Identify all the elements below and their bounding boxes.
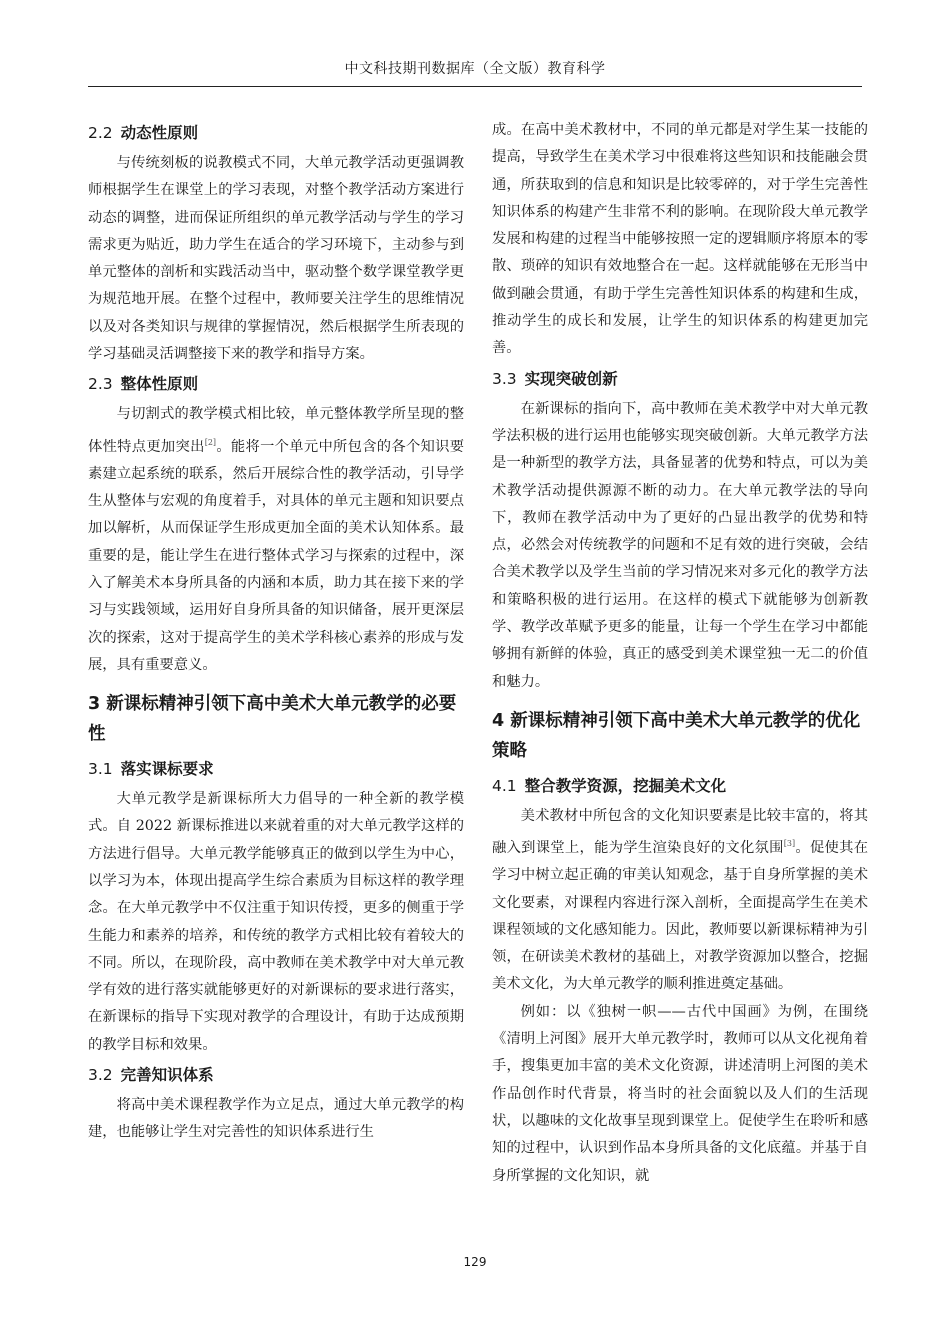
- section-heading-3: 3 新课标精神引领下高中美术大单元教学的必要性: [88, 694, 457, 745]
- paragraph: 与传统刻板的说教模式不同，大单元教学活动更强调教师根据学生在课堂上的学习表现，对整个教学活动方案进行动态的调整，进而保证所组织的单元教学活动与学生的学习需求更为贴近，助力学生在适合的学习环境下，主动参与到单元整体的剖析和实践活动当中，驱动整个数学课堂教学更为规范地开展。在整个过程中，教师要关注学生的思维情况以及对各类知识与规律的掌握情况，然后根据学生所表现的学习基础灵活调整接下来的教学和指导方案。: [88, 155, 464, 363]
- page-number: 129: [463, 1255, 487, 1269]
- section-title: 整合教学资源，挖掘美术文化: [524, 776, 727, 795]
- left-column: [88, 117, 464, 1147]
- section-number: 3.3: [492, 369, 517, 388]
- section-title: 整体性原则: [120, 375, 199, 394]
- paragraph: 在新课标的指向下，高中教师在美术教学中对大单元教学法积极的进行运用也能够实现突破创新。大单元教学方法是一种新型的教学方法，具备显著的优势和特点，可以为美术教学活动提供源源不断的动力。在大单元教学法的导向下，教师在教学活动中为了更好的凸显出教学的优势和特点，必然会对传统教学的问题和不足有效的进行突破，会结合美术教学以及学生当前的学习情况来对多元化的教学方法和策略积极的进行运用。在这样的模式下就能够为创新教学、教学改革赋予更多的能量，让每一个学生在学习中都能够拥有新鲜的体验，真正的感受到美术课堂独一无二的价值和魅力。: [492, 400, 868, 690]
- paragraph: 例如：以《独树一帜——古代中国画》为例，在围绕《清明上河图》展开大单元教学时，教师可以从文化视角着手，搜集更加丰富的美术文化资源，讲述清明上河图的美术作品创作时代背景，将当时的社会面貌以及人们的生活现状，以趣味的文化故事呈现到课堂上。促使学生在聆听和感知的过程中，认识到作品本身所具备的文化底蕴。并基于自身所掌握的文化知识，就: [492, 1003, 868, 1184]
- paragraph-continued: 成。在高中美术教材中，不同的单元都是对学生某一技能的提高，导致学生在美术学习中很难将这些知识和技能融会贯通，所获取到的信息和知识是比较零碎的，对于学生完善性知识体系的构建产生非常不利的影响。在现阶段大单元教学发展和构建的过程当中能够按照一定的逻辑顺序将原本的零散、琐碎的知识有效地整合在一起。这样就能够在无形当中做到融会贯通，有助于学生完善性知识体系的构建和生成，推动学生的成长和发展，让学生的知识体系的构建更加完善。: [492, 122, 868, 357]
- section-number: 3.2: [88, 1066, 113, 1085]
- paragraph: 大单元教学是新课标所大力倡导的一种全新的教学模式。自 2022 新课标推进以来就着重的对大单元教学这样的方法进行倡导。大单元教学能够真正的做到以学生为中心，以学习为本，体现出提高学生综合素质为目标这样的教学理念。在大单元教学中不仅注重于知识传授，更多的侧重于学生能力和素养的培养，和传统的教学方式相比较有着较大的不同。所以，在现阶段，高中教师在美术教学中对大单元教学有效的进行落实就能够更好的对新课标的要求进行落实，在新课标的指导下实现对教学的合理设计，有助于达成预期的教学目标和效果。: [88, 791, 464, 1053]
- section-title: 落实课标要求: [120, 760, 214, 779]
- section-number: 4.1: [492, 776, 517, 795]
- paragraph-text: 。促使其在学习中树立起正确的审美认知观念，基于自身所掌握的美术文化要素，对课程内容进行深入剖析，全面提高学生在美术课程领域的文化感知能力。因此，教师要以新课标精神为引领，在研读美术教材的基础上，对教学资源加以整合，挖掘美术文化，为大单元教学的顺利推进奠定基础。: [492, 840, 869, 993]
- section-heading-4-1: [492, 772, 868, 800]
- paragraph-text: 。能将一个单元中所包含的各个知识要素建立起系统的联系，然后开展综合性的教学活动，引导学生从整体与宏观的角度着手，对具体的单元主题和知识要点加以解析，从而保证学生形成更加全面的美术认知体系。最重要的是，能让学生在进行整体式学习与探索的过程中，深入了解美术本身所具备的内涵和本质，助力其在接下来的学习与实践领域，运用好自身所具备的知识储备，展开更深层次的探索，这对于提高学生的美术学科核心素养的形成与发展，具有重要意义。: [88, 438, 465, 673]
- section-title: 完善知识体系: [120, 1066, 214, 1085]
- paragraph-text: 与切割式的教学模式相比较，单元整体教学所呈现的整体性特点更加突出: [88, 406, 464, 455]
- paragraph: 将高中美术课程教学作为立足点，通过大单元教学的构建，也能够让学生对完善性的知识体系进行生: [88, 1097, 464, 1141]
- section-heading-3-3: [492, 365, 868, 393]
- paragraph: [88, 401, 464, 679]
- section-heading-2-2: [88, 119, 464, 147]
- right-column: [492, 117, 868, 1190]
- section-heading-3-2: [88, 1061, 464, 1089]
- citation-ref[interactable]: [2]: [204, 437, 217, 447]
- section-title: 实现突破创新: [524, 369, 618, 388]
- citation-ref[interactable]: [3]: [783, 839, 796, 849]
- paragraph-text: 美术教材中所包含的文化知识要素是比较丰富的，将其融入到课堂上，能为学生渲染良好的文化氛围: [492, 807, 868, 856]
- running-header: 中文科技期刊数据库（全文版）教育科学: [88, 58, 862, 87]
- section-title: 动态性原则: [120, 124, 199, 142]
- section-heading-4: 4 新课标精神引领下高中美术大单元教学的优化策略: [492, 710, 861, 761]
- section-heading-3-1: [88, 755, 464, 783]
- paragraph: [492, 803, 868, 999]
- section-number: 3.1: [88, 760, 113, 779]
- section-number: 2.3: [88, 375, 113, 394]
- section-number: 2.2: [88, 124, 113, 142]
- section-heading-2-3: [88, 370, 464, 398]
